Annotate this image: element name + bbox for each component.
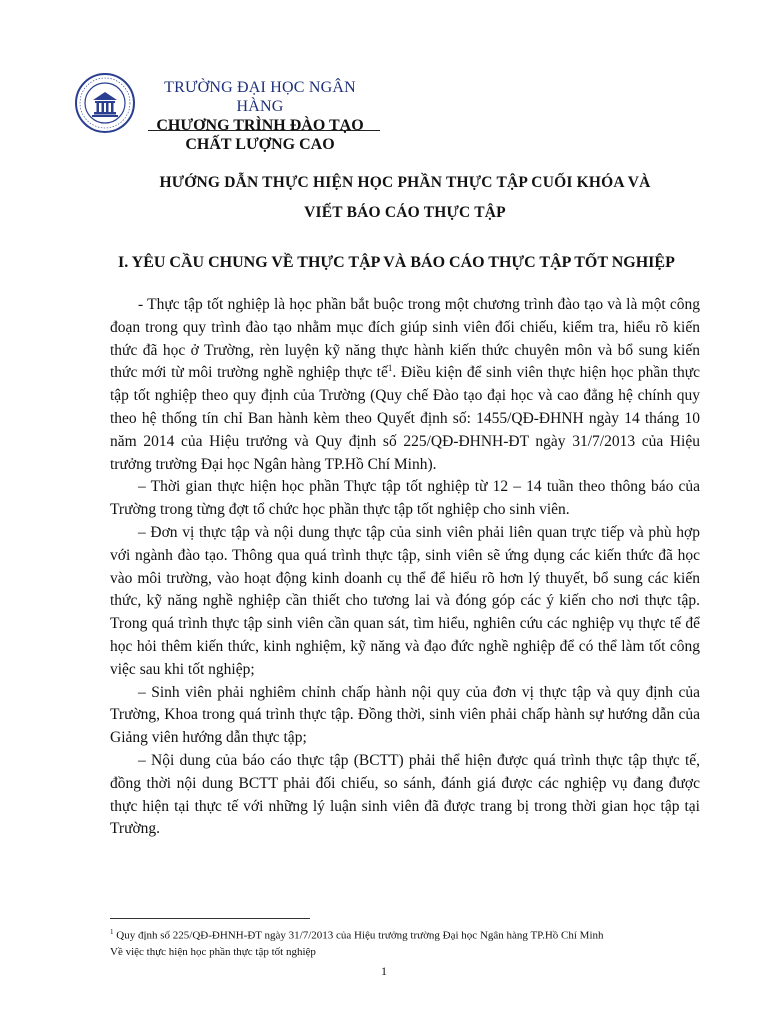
page-number: 1 <box>381 964 387 978</box>
paragraph-2 <box>110 476 700 522</box>
paragraph-text-continued: . Điều kiện để sinh viên thực hiện học phần thực tập tốt nghiệp theo quy định của Trường (Quy chế Đào tạo đại học và cao đẳng hệ chính quy theo hệ thống tín chỉ Ban hành kèm theo Quyết định số: 1455/QĐ-ĐHNH ngày 14 tháng 10 năm 2014 của Hiệu trưởng và Quy định số 225/QĐ-ĐHNH-ĐT ngày 31/7/2013 của Hiệu trưởng trường Đại học Ngân hàng TP.Hồ Chí Minh). <box>110 364 700 473</box>
footnote <box>110 924 710 960</box>
paragraph-text: Sinh viên phải nghiêm chỉnh chấp hành nội quy của đơn vị thực tập và quy định của Trường, Khoa trong quá trình thực tập. Đồng thời, sinh viên phải chấp hành sự hướng dẫn của Giảng viên hướng dẫn thực tập; <box>110 683 701 747</box>
institution-block <box>140 78 380 154</box>
footnote-text: Quy định số 225/QĐ-ĐHNH-ĐT ngày 31/7/2013 của Hiệu trưởng trường Đại học Ngân hàng TP.Hồ Chí Minh <box>116 929 604 942</box>
bullet: – <box>138 751 146 769</box>
section-heading <box>118 252 692 274</box>
section-title: YÊU CẦU CHUNG VỀ THỰC TẬP VÀ BÁO CÁO THỰC TẬP TỐT NGHIỆP <box>131 254 675 271</box>
footnote-reference[interactable]: 1 <box>387 363 393 374</box>
university-seal-icon <box>74 72 136 134</box>
bullet: – <box>138 478 146 496</box>
footnote-mark: 1 <box>110 928 114 936</box>
section-number: I. <box>118 254 129 271</box>
footnote-line-2: Về việc thực hiện học phần thực tập tốt nghiệp <box>110 945 316 958</box>
program-line-1: CHƯƠNG TRÌNH ĐÀO TẠO <box>156 117 364 134</box>
paragraph-1 <box>110 294 700 476</box>
paragraph-3 <box>110 522 700 682</box>
paragraph-text: Thời gian thực hiện học phần Thực tập tốt nghiệp từ 12 – 14 tuần theo thông báo của Trường trong từng đợt tổ chức học phần thực tập tốt nghiệp cho sinh viên. <box>110 478 700 519</box>
title-line-1: HƯỚNG DẪN THỰC HIỆN HỌC PHẦN THỰC TẬP CUỐI KHÓA VÀ <box>159 174 651 191</box>
bullet: – <box>138 683 146 701</box>
title-line-2: VIẾT BÁO CÁO THỰC TẬP <box>304 204 506 221</box>
document-body <box>110 294 700 841</box>
header-underline <box>148 130 380 131</box>
bullet: – <box>138 523 146 541</box>
document-title <box>100 168 710 228</box>
footnote-line-1 <box>110 924 710 944</box>
school-name: TRƯỜNG ĐẠI HỌC NGÂN HÀNG <box>164 79 356 115</box>
paragraph-text: Đơn vị thực tập và nội dung thực tập của sinh viên phải liên quan trực tiếp và phù hợp với ngành đào tạo. Thông qua quá trình thực tập, sinh viên sẽ ứng dụng các kiến thức đã học vào môi trường, vào hoạt động kinh doanh cụ thể để hiểu rõ hơn lý thuyết, bổ sung các kiến thức, kỹ năng nghề nghiệp cần thiết cho tương lai và đóng góp các ý kiến cho nơi thực tập. Trong quá trình thực tập sinh viên cần quan sát, tìm hiểu, nghiên cứu các nghiệp vụ thực tế để học hỏi thêm kiến thức, kinh nghiệm, kỹ năng và đạo đức nghề nghiệp để có thể làm tốt công việc sau khi tốt nghiệp; <box>110 523 700 678</box>
footnote-separator <box>110 918 310 919</box>
paragraph-text: Nội dung của báo cáo thực tập (BCTT) phải thể hiện được quá trình thực tập thực tế, đồng thời nội dung BCTT phải đối chiếu, so sánh, đánh giá được các nghiệp vụ đang được thực hiện tại thực tế với những lý luận sinh viên đã được trang bị trong thời gian học tập tại Trường. <box>110 751 701 838</box>
program-line-2: CHẤT LƯỢNG CAO <box>185 136 335 153</box>
paragraph-5 <box>110 750 700 841</box>
paragraph-text: Thực tập tốt nghiệp là học phần bắt buộc trong một chương trình đào tạo và là một công đoạn trong quy trình đào tạo nhằm mục đích giúp sinh viên đối chiếu, kiểm tra, hiểu rõ kiến thức đã học ở Trường, rèn luyện kỹ năng thực hành kiến thức chuyên môn và bổ sung kiến thức mới từ môi trường nghề nghiệp thực tế <box>110 296 700 382</box>
paragraph-4 <box>110 682 700 750</box>
bullet: - <box>138 296 144 313</box>
